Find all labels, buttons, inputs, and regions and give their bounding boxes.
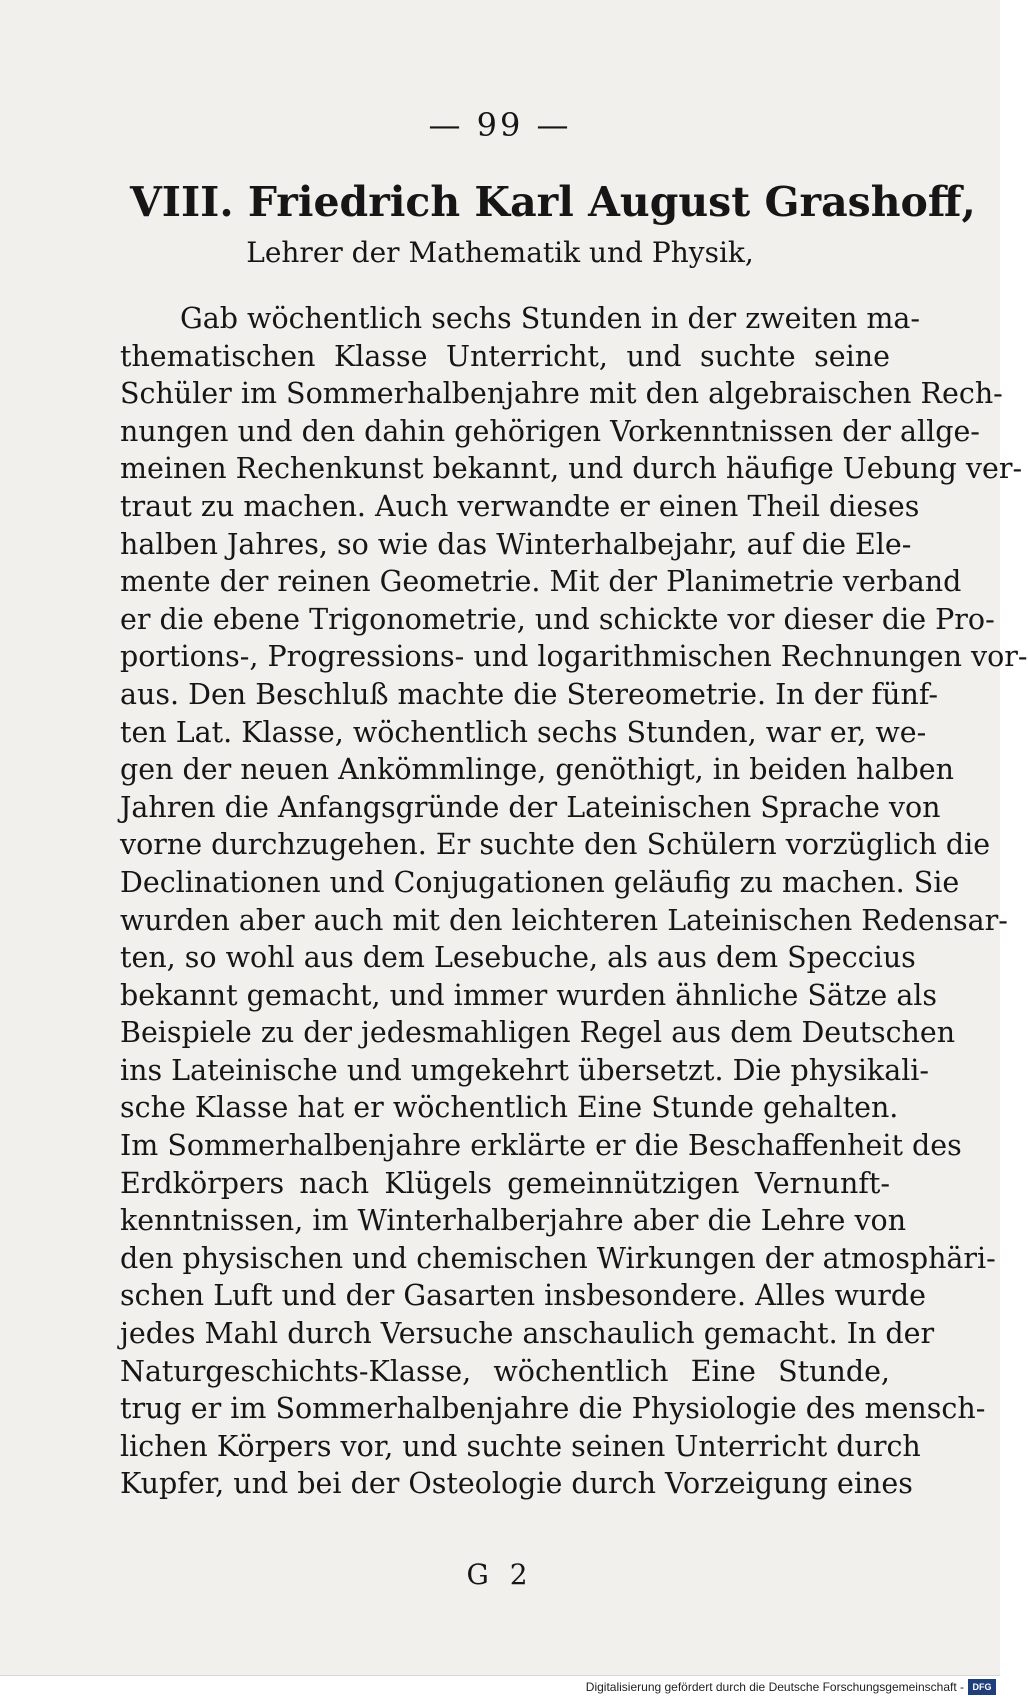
page-number: — 99 —: [428, 106, 572, 144]
section-title: VIII. Friedrich Karl August Grashoff,: [130, 178, 976, 226]
body-line: er die ebene Trigonometrie, und schickte vor dieser die Pro-: [120, 602, 995, 636]
body-line: nungen und den dahin gehörigen Vorkenntnissen der allge-: [120, 414, 980, 448]
body-line: mente der reinen Geometrie. Mit der Planimetrie verband: [120, 565, 962, 599]
body-line: Erdkörpers nach Klügels gemeinnützigen Vernunft-: [120, 1166, 890, 1200]
body-line: trug er im Sommerhalbenjahre die Physiologie des mensch-: [120, 1392, 986, 1426]
body-line: jedes Mahl durch Versuche anschaulich gemacht. In der: [120, 1317, 935, 1351]
footer-bar: [0, 1675, 1000, 1700]
body-text: [120, 300, 1028, 1503]
body-line: traut zu machen. Auch verwandte er einen Theil dieses: [120, 489, 920, 523]
body-line: kenntnissen, im Winterhalberjahre aber die Lehre von: [120, 1204, 907, 1238]
body-line: Naturgeschichts-Klasse, wöchentlich Eine Stunde,: [120, 1354, 890, 1388]
printer-signature: G 2: [466, 1558, 534, 1591]
body-line: meinen Rechenkunst bekannt, und durch häufige Uebung ver-: [120, 452, 1023, 486]
body-line: portions-, Progressions- und logarithmischen Rechnungen vor-: [120, 640, 1028, 674]
body-line: thematischen Klasse Unterricht, und suchte seine: [120, 339, 890, 373]
body-line: lichen Körpers vor, und suchte seinen Unterricht durch: [120, 1429, 921, 1463]
body-line: Jahren die Anfangsgründe der Lateinischen Sprache von: [120, 790, 941, 824]
body-line: Declinationen und Conjugationen geläufig zu machen. Sie: [120, 865, 960, 899]
body-line: gen der neuen Ankömmlinge, genöthigt, in beiden halben: [120, 753, 954, 787]
footer-credit: Digitalisierung gefördert durch die Deutsche Forschungsgemeinschaft -: [585, 1680, 964, 1694]
body-line: bekannt gemacht, und immer wurden ähnliche Sätze als: [120, 978, 938, 1012]
body-line: vorne durchzugehen. Er suchte den Schülern vorzüglich die: [120, 828, 991, 862]
body-line: Beispiele zu der jedesmahligen Regel aus dem Deutschen: [120, 1016, 956, 1050]
body-line: ten, so wohl aus dem Lesebuche, als aus dem Speccius: [120, 941, 916, 975]
body-line: den physischen und chemischen Wirkungen der atmosphäri-: [120, 1241, 996, 1275]
body-line: Im Sommerhalbenjahre erklärte er die Beschaffenheit des: [120, 1129, 962, 1163]
body-line: aus. Den Beschluß machte die Stereometrie. In der fünf-: [120, 677, 938, 711]
body-line: wurden aber auch mit den leichteren Lateinischen Redensar-: [120, 903, 1008, 937]
body-line: Gab wöchentlich sechs Stunden in der zweiten ma-: [180, 302, 921, 335]
body-line: ten Lat. Klasse, wöchentlich sechs Stunden, war er, we-: [120, 715, 927, 749]
body-line: schen Luft und der Gasarten insbesondere. Alles wurde: [120, 1279, 927, 1313]
body-line: ins Lateinische und umgekehrt übersetzt. Die physikali-: [120, 1053, 930, 1087]
body-line: Schüler im Sommerhalbenjahre mit den algebraischen Rech-: [120, 377, 1003, 411]
body-line: sche Klasse hat er wöchentlich Eine Stunde gehalten.: [120, 1091, 899, 1125]
section-subtitle: Lehrer der Mathematik und Physik,: [246, 236, 754, 269]
body-line: Kupfer, und bei der Osteologie durch Vorzeigung eines: [120, 1467, 913, 1501]
dfg-logo: DFG: [968, 1679, 996, 1695]
body-line: halben Jahres, so wie das Winterhalbejahr, auf die Ele-: [120, 527, 912, 561]
